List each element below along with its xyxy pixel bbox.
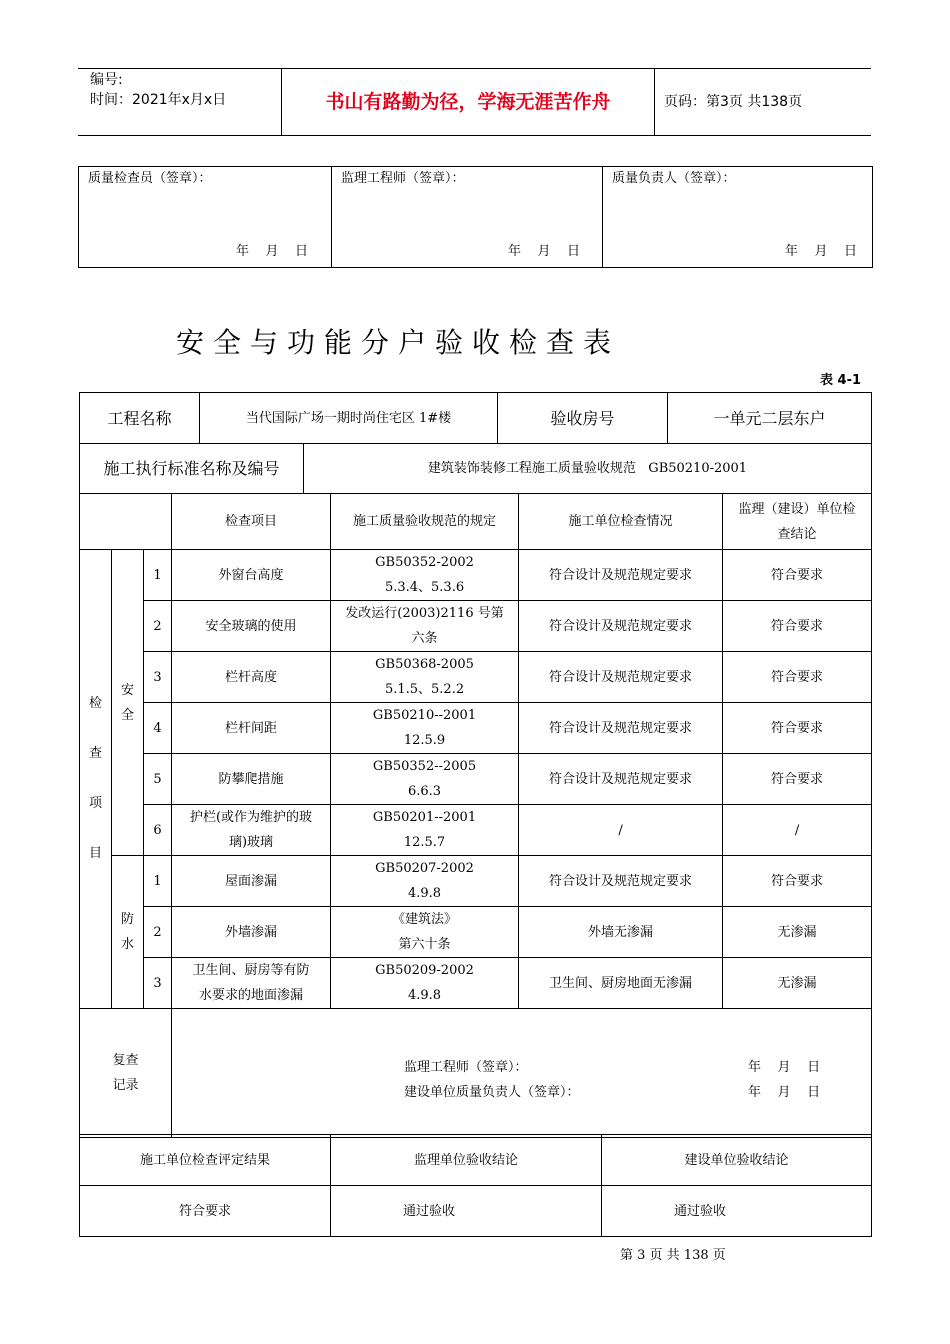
spec-line: GB50210--2001 <box>372 708 477 723</box>
row-item: 安全玻璃的使用 <box>172 601 331 652</box>
spec-line: GB50352-2002 <box>375 555 474 570</box>
sign-cell-quality-manager <box>603 167 873 268</box>
results-table <box>79 1134 872 1237</box>
row-spec <box>331 958 519 1009</box>
table-row <box>80 856 872 907</box>
row-check: 外墙无渗漏 <box>519 907 723 958</box>
column-header-conclusion-line2: 查结论 <box>777 526 817 542</box>
result-value-supervisor <box>331 1186 602 1237</box>
header-page-info: 页码：第3页 共138页 <box>664 94 803 110</box>
item-line: 璃)玻璃 <box>228 835 274 850</box>
header-motto: 书山有路勤为径，学海无涯苦作舟 <box>325 91 611 113</box>
review-label-line: 复查 <box>112 1053 139 1068</box>
inspection-table <box>79 493 872 1138</box>
row-number: 1 <box>144 550 172 601</box>
info-table-row2 <box>79 443 872 494</box>
side-char: 检 <box>88 696 102 711</box>
row-item <box>172 958 331 1009</box>
column-header-spec: 施工质量验收规范的规定 <box>331 494 519 550</box>
side-char: 水 <box>120 937 134 952</box>
table-row <box>80 958 872 1009</box>
table-row <box>80 805 872 856</box>
spec-line: 发改运行(2003)2116 号第 <box>345 606 504 621</box>
review-content <box>172 1009 872 1138</box>
row-number: 3 <box>144 652 172 703</box>
header-divider-right <box>654 68 655 136</box>
side-char: 全 <box>120 707 134 723</box>
spec-line: 4.9.8 <box>407 886 442 901</box>
row-item: 屋面渗漏 <box>172 856 331 907</box>
sign-cell-quality-inspector <box>79 167 332 268</box>
header-bottom-rule <box>78 135 871 136</box>
row-spec <box>331 856 519 907</box>
row-conclusion: 无渗漏 <box>723 907 872 958</box>
side-label-safety <box>112 550 144 856</box>
row-spec <box>331 805 519 856</box>
sign-date-quality-inspector: 年 月 日 <box>236 244 309 259</box>
review-engineer-date: 年 月 日 <box>748 1060 821 1075</box>
row-item: 栏杆间距 <box>172 703 331 754</box>
row-item: 外墙渗漏 <box>172 907 331 958</box>
row-check: 符合设计及规范规定要求 <box>519 652 723 703</box>
table-row <box>80 652 872 703</box>
row-conclusion: 符合要求 <box>723 703 872 754</box>
table-row <box>80 907 872 958</box>
row-check: / <box>519 805 723 856</box>
row-check: 符合设计及规范规定要求 <box>519 703 723 754</box>
column-header-row <box>80 494 872 550</box>
row-check: 符合设计及规范规定要求 <box>519 856 723 907</box>
signature-table <box>78 166 873 268</box>
table-row <box>80 703 872 754</box>
result-header-contractor: 施工单位检查评定结果 <box>80 1135 331 1186</box>
column-header-conclusion-line1: 监理（建设）单位检 <box>738 501 856 517</box>
standard-value: 建筑装饰装修工程施工质量验收规范 GB50210-2001 <box>304 444 872 494</box>
row-item: 外窗台高度 <box>172 550 331 601</box>
row-check: 卫生间、厨房地面无渗漏 <box>519 958 723 1009</box>
review-owner-date: 年 月 日 <box>748 1085 821 1100</box>
row-spec <box>331 550 519 601</box>
row-check: 符合设计及规范规定要求 <box>519 601 723 652</box>
spec-line: GB50209-2002 <box>375 963 474 978</box>
spec-line: GB50207-2002 <box>375 861 474 876</box>
spec-line: 4.9.8 <box>407 988 442 1003</box>
column-header-conclusion <box>723 494 872 550</box>
sign-cell-supervisor <box>332 167 603 268</box>
result-value-owner-text: 通过验收 <box>674 1203 727 1219</box>
project-name-value: 当代国际广场一期时尚住宅区 1#楼 <box>200 393 498 444</box>
header-top-rule <box>78 68 871 69</box>
footer-page-number: 第 3 页 共 138 页 <box>620 1248 726 1263</box>
spec-line: 6.6.3 <box>407 784 442 799</box>
item-line: 卫生间、厨房等有防 <box>192 963 310 978</box>
row-conclusion: 符合要求 <box>723 550 872 601</box>
sign-date-quality-manager: 年 月 日 <box>785 244 858 259</box>
row-number: 6 <box>144 805 172 856</box>
row-check: 符合设计及规范规定要求 <box>519 550 723 601</box>
row-conclusion: 符合要求 <box>723 652 872 703</box>
room-number-value: 一单元二层东户 <box>668 393 872 444</box>
table-number: 表 4-1 <box>820 373 862 388</box>
info-table-row1 <box>79 392 872 444</box>
column-header-item: 检查项目 <box>172 494 331 550</box>
row-spec <box>331 703 519 754</box>
row-conclusion: 符合要求 <box>723 754 872 805</box>
review-label-line: 记录 <box>112 1078 139 1093</box>
side-char: 安 <box>120 682 134 698</box>
sign-date-supervisor: 年 月 日 <box>508 244 581 259</box>
table-row <box>80 754 872 805</box>
table-row <box>80 601 872 652</box>
side-char: 目 <box>88 846 102 861</box>
spec-line: 《建筑法》 <box>392 912 458 927</box>
spec-line: GB50201--2001 <box>372 810 477 825</box>
row-spec <box>331 754 519 805</box>
header-empty-cell <box>80 494 172 550</box>
item-line: 护栏(或作为维护的玻 <box>189 810 313 825</box>
result-value-contractor: 符合要求 <box>80 1186 331 1237</box>
sign-label-quality-inspector: 质量检查员（签章）： <box>88 171 212 186</box>
side-label-check-items <box>80 550 112 1009</box>
result-header-supervisor: 监理单位验收结论 <box>331 1135 602 1186</box>
result-value-supervisor-text: 通过验收 <box>403 1203 456 1219</box>
row-number: 3 <box>144 958 172 1009</box>
row-spec <box>331 652 519 703</box>
side-char: 防 <box>120 912 134 927</box>
review-owner-sign: 建设单位质量负责人（签章）： <box>404 1085 580 1100</box>
header-date: 时间：2021年x月x日 <box>90 92 227 108</box>
result-header-owner: 建设单位验收结论 <box>602 1135 872 1186</box>
row-number: 5 <box>144 754 172 805</box>
side-char: 查 <box>88 746 102 761</box>
review-engineer-sign: 监理工程师（签章）： <box>404 1060 528 1075</box>
row-spec <box>331 907 519 958</box>
spec-line: 12.5.9 <box>403 733 446 748</box>
row-check: 符合设计及规范规定要求 <box>519 754 723 805</box>
row-conclusion: 符合要求 <box>723 601 872 652</box>
standard-label: 施工执行标准名称及编号 <box>80 444 304 494</box>
row-conclusion: 符合要求 <box>723 856 872 907</box>
spec-line: GB50352--2005 <box>372 759 477 774</box>
spec-line: 5.1.5、5.2.2 <box>384 682 465 697</box>
row-item: 防攀爬措施 <box>172 754 331 805</box>
side-char: 项 <box>88 796 102 811</box>
row-spec <box>331 601 519 652</box>
sign-label-quality-manager: 质量负责人（签章）： <box>612 171 736 186</box>
page-title: 安全与功能分户验收检查表 <box>176 326 621 359</box>
project-name-label: 工程名称 <box>80 393 200 444</box>
spec-line: 六条 <box>411 631 438 646</box>
spec-line: 5.3.4、5.3.6 <box>384 580 465 595</box>
item-line: 水要求的地面渗漏 <box>199 988 304 1003</box>
spec-line: 12.5.7 <box>403 835 446 850</box>
row-number: 1 <box>144 856 172 907</box>
sign-label-supervisor: 监理工程师（签章）： <box>341 171 465 186</box>
row-conclusion: / <box>723 805 872 856</box>
result-value-owner <box>602 1186 872 1237</box>
header-number-label: 编号: <box>90 72 123 88</box>
spec-line: GB50368-2005 <box>375 657 474 672</box>
spec-line: 第六十条 <box>398 937 451 952</box>
room-number-label: 验收房号 <box>498 393 668 444</box>
review-row <box>80 1009 872 1138</box>
row-number: 4 <box>144 703 172 754</box>
column-header-check: 施工单位检查情况 <box>519 494 723 550</box>
row-item <box>172 805 331 856</box>
row-number: 2 <box>144 907 172 958</box>
row-number: 2 <box>144 601 172 652</box>
row-item: 栏杆高度 <box>172 652 331 703</box>
review-label <box>80 1009 172 1138</box>
table-row <box>80 550 872 601</box>
side-label-waterproof <box>112 856 144 1009</box>
row-conclusion: 无渗漏 <box>723 958 872 1009</box>
